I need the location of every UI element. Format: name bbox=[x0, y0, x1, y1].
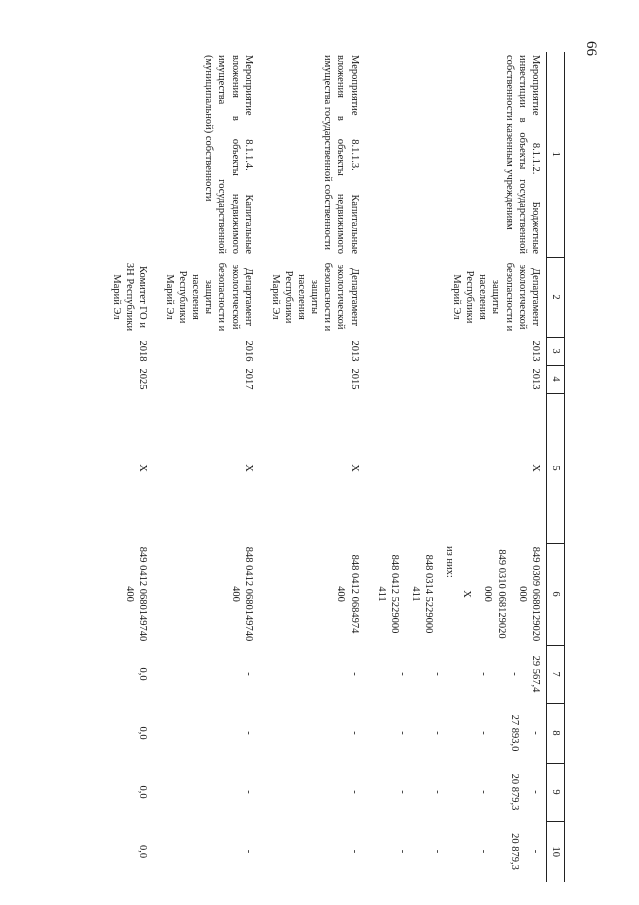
value-cell: - bbox=[477, 672, 489, 676]
col10-values bbox=[365, 821, 547, 882]
start-year: 2013 bbox=[529, 340, 541, 362]
column-number-row bbox=[546, 52, 564, 882]
value-cell: - bbox=[242, 672, 254, 676]
col-header-7: 7 bbox=[546, 645, 564, 703]
budget-code: 849 0309 0680129020 000 bbox=[516, 546, 541, 642]
col5-mark: X bbox=[242, 464, 254, 472]
measure-name: Мероприятие 8.1.1.2. Бюджетные инвестиции в объекты государственной собственности казенным учреждениям bbox=[503, 55, 541, 254]
value-cell: 0,0 bbox=[136, 785, 148, 799]
measure-name: Мероприятие 8.1.1.3. Капитальные вложения в объекты недвижимого имущества государственной собственности bbox=[322, 55, 360, 254]
budget-code: 849 0310 068129020 000 bbox=[482, 549, 507, 639]
value-cell: - bbox=[529, 849, 541, 854]
value-cell: 0,0 bbox=[136, 726, 148, 740]
budget-code: из них: bbox=[444, 546, 456, 578]
value-cell: - bbox=[348, 790, 360, 794]
budget-code: 848 0314 5229000 411 bbox=[410, 554, 435, 634]
value-cell: - bbox=[477, 790, 489, 794]
value-cell: - bbox=[477, 731, 489, 735]
value-cell: - bbox=[432, 849, 444, 854]
col-header-10: 10 bbox=[546, 821, 564, 882]
end-year: 2025 bbox=[136, 368, 148, 390]
col5-mark: X bbox=[348, 464, 360, 472]
value-cell: - bbox=[529, 731, 541, 735]
value-cell: - bbox=[242, 790, 254, 794]
budget-codes bbox=[365, 543, 547, 645]
end-year: 2013 bbox=[529, 368, 541, 390]
value-cell: - bbox=[477, 849, 489, 854]
value-cell: - bbox=[242, 731, 254, 735]
end-year: 2015 bbox=[348, 368, 360, 390]
col7-values bbox=[365, 645, 547, 703]
value-cell: - bbox=[432, 790, 444, 794]
col9-values bbox=[365, 763, 547, 821]
value-cell: - bbox=[242, 849, 254, 854]
col-header-4: 4 bbox=[546, 365, 564, 393]
value-cell: - bbox=[529, 790, 541, 794]
start-year: 2018 bbox=[136, 340, 148, 362]
value-cell: 27 893,0 bbox=[508, 714, 520, 752]
executor: Департамент экологической безопасности и защиты населения Республики Марий Эл bbox=[451, 262, 541, 332]
col-header-1: 1 bbox=[546, 52, 564, 257]
col-header-2: 2 bbox=[546, 257, 564, 337]
value-cell: - bbox=[432, 672, 444, 676]
table-row bbox=[153, 52, 259, 882]
col-header-3: 3 bbox=[546, 337, 564, 365]
value-cell: 0,0 bbox=[136, 667, 148, 681]
measure-name: Мероприятие 8.1.1.4. Капитальные вложения в объекты недвижимого имущества государственной (муниципальной) собственности bbox=[203, 55, 254, 254]
executor: Департамент экологической безопасности и защиты населения Республики Марий Эл bbox=[269, 262, 360, 332]
col-header-5: 5 bbox=[546, 393, 564, 543]
col5-mark: X bbox=[529, 464, 541, 472]
executor: Комитет ГО и ЗН Республики Марий Эл bbox=[110, 262, 148, 332]
measure-name bbox=[100, 52, 153, 257]
value-cell: - bbox=[397, 849, 409, 854]
value-cell: - bbox=[397, 672, 409, 676]
budget-table bbox=[100, 52, 566, 882]
executor: Департамент экологической безопасности и защиты населения Республики Марий Эл bbox=[164, 262, 254, 332]
budget-code: X bbox=[461, 590, 473, 598]
value-cell: 20 879,3 bbox=[508, 833, 520, 870]
value-cell: - bbox=[348, 731, 360, 735]
value-cell: - bbox=[397, 731, 409, 735]
value-cell: 20 879,3 bbox=[508, 773, 520, 811]
budget-code: 849 0412 0680149740 400 bbox=[123, 546, 148, 642]
budget-code: 848 0412 5229000 411 bbox=[375, 554, 400, 634]
value-cell: - bbox=[348, 849, 360, 854]
budget-code: 848 0412 0684974 400 bbox=[335, 554, 360, 634]
table-row bbox=[100, 52, 153, 882]
budget-code: 848 0412 0680149740 400 bbox=[229, 546, 254, 642]
col8-values bbox=[365, 703, 547, 763]
value-cell: 0,0 bbox=[136, 844, 148, 859]
end-year: 2017 bbox=[242, 368, 254, 390]
value-cell: - bbox=[397, 790, 409, 794]
table-row bbox=[365, 52, 547, 882]
start-year: 2016 bbox=[242, 340, 254, 362]
value-cell: - bbox=[508, 672, 520, 676]
value-cell: 29 567,4 bbox=[529, 655, 541, 693]
col-header-6: 6 bbox=[546, 543, 564, 645]
page-number: 66 bbox=[583, 41, 599, 56]
value-cell: - bbox=[432, 731, 444, 735]
start-year: 2013 bbox=[348, 340, 360, 362]
col-header-8: 8 bbox=[546, 703, 564, 763]
col-header-9: 9 bbox=[546, 763, 564, 821]
table-row bbox=[259, 52, 365, 882]
rotated-table-sheet bbox=[95, 52, 565, 882]
col5-mark: X bbox=[136, 464, 148, 472]
value-cell: - bbox=[348, 672, 360, 676]
